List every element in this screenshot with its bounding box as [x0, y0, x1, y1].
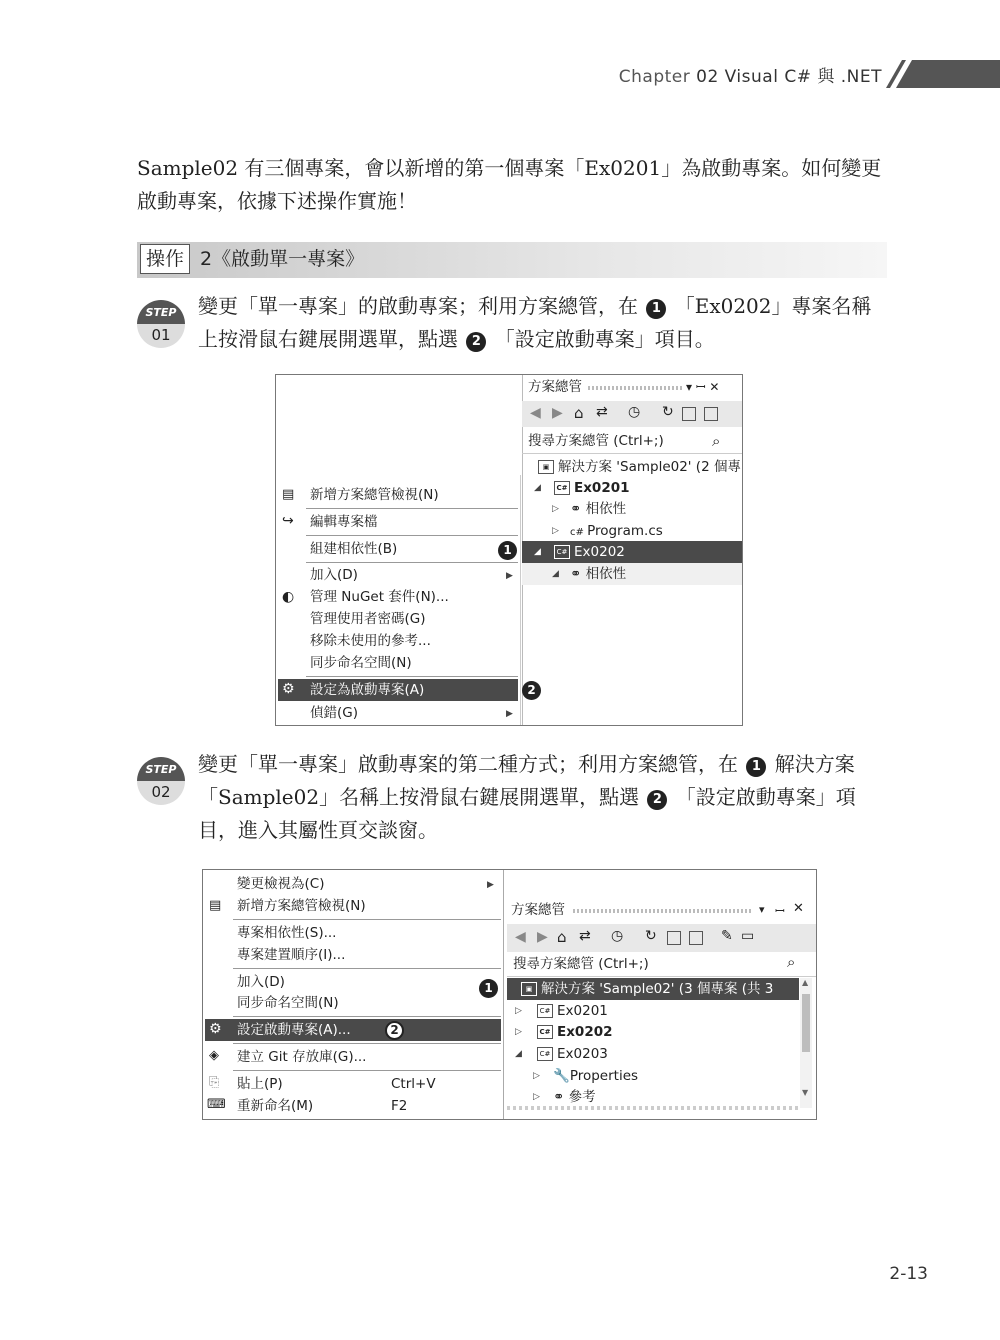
step-badge-top: STEP: [137, 757, 185, 781]
menu-new-view[interactable]: 新增方案總管檢視(N): [310, 487, 439, 503]
nuget-icon: ◐: [282, 589, 295, 605]
step-badge-number: 02: [137, 781, 185, 805]
menu-add[interactable]: 加入(D): [310, 567, 358, 583]
title-grip: [573, 909, 753, 913]
edit-icon: ↪: [282, 513, 294, 529]
step2-text: [198, 748, 888, 847]
refresh-icon[interactable]: ↻: [645, 928, 657, 944]
menu-set-startup[interactable]: 設定為啟動專案(A): [310, 682, 425, 698]
search-placeholder: 搜尋方案總管 (Ctrl+;): [528, 433, 664, 449]
callout-2: 2: [647, 790, 667, 810]
panel-title: 方案總管: [511, 902, 565, 918]
tree-solution[interactable]: [521, 978, 773, 1000]
toolbar: [507, 924, 816, 952]
wrench-icon: 🔧: [553, 1068, 570, 1084]
paste-icon: ⎘: [209, 1075, 220, 1090]
screenshot-1: [275, 374, 743, 726]
intro-paragraph: Sample02 有三個專案，會以新增的第一個專案「Ex0201」為啟動專案。如何變更啟動專案，依據下述操作實施！: [137, 156, 882, 213]
csproj-icon: C#: [554, 545, 570, 559]
step2-text-c: 「設定啟動專案」項目，進入其屬性頁交談窗。: [198, 785, 856, 842]
step-badge-02: [137, 757, 185, 805]
menu-user-secrets[interactable]: 管理使用者密碼(G): [310, 611, 426, 627]
menu-rename[interactable]: 重新命名(M): [237, 1098, 314, 1114]
deps-icon: ⚭: [570, 501, 586, 517]
callout-1: 1: [746, 757, 766, 777]
screenshot-2: [202, 869, 817, 1120]
properties-icon[interactable]: ✎: [721, 928, 733, 944]
step1-text: [198, 290, 888, 356]
menu-build-order[interactable]: 專案建置順序(I)...: [237, 947, 346, 963]
panel-title: 方案總管: [528, 379, 582, 395]
menu-new-view[interactable]: 新增方案總管檢視(N): [237, 898, 366, 914]
solution-icon: ▣: [521, 982, 537, 996]
csproj-icon: C#: [537, 1025, 553, 1039]
show-all-icon[interactable]: [689, 931, 703, 945]
csproj-icon: C#: [537, 1047, 553, 1061]
scroll-thumb[interactable]: [802, 994, 810, 1052]
title-grip: [588, 386, 683, 390]
menu-edit-proj[interactable]: 編輯專案檔: [310, 514, 378, 530]
menu-sync-ns[interactable]: 同步命名空間(N): [237, 995, 339, 1011]
deps2-label: 相依性: [585, 566, 627, 582]
refresh-icon[interactable]: ↻: [662, 404, 674, 420]
solution-icon: ▣: [538, 460, 554, 474]
csproj-icon: C#: [554, 481, 570, 495]
menu-sync-ns[interactable]: 同步命名空間(N): [310, 655, 412, 671]
menu-git-repo[interactable]: 建立 Git 存放庫(G)...: [237, 1049, 367, 1065]
forward-icon[interactable]: ▶: [537, 929, 548, 945]
tree-refs[interactable]: [553, 1086, 596, 1108]
tree-deps2[interactable]: [570, 563, 626, 585]
ex0203-label: Ex0203: [557, 1046, 608, 1062]
back-icon[interactable]: ◀: [530, 405, 541, 421]
menu-paste-shortcut: Ctrl+V: [391, 1076, 436, 1092]
expand-icon[interactable]: ◢: [552, 569, 559, 579]
step-badge-top: STEP: [137, 300, 185, 324]
pending-changes-icon[interactable]: ◷: [628, 404, 641, 420]
step1-text-b: 「Ex0202」專案名稱上按滑鼠右鍵展開選單，點選: [198, 294, 872, 351]
scroll-down-icon[interactable]: ▼: [802, 1088, 809, 1097]
chapter-header: [619, 62, 882, 87]
callout-2: 2: [522, 681, 541, 700]
submenu-arrow-icon: ▶: [506, 571, 513, 581]
ex0201-label: Ex0201: [557, 1003, 608, 1019]
search-icon[interactable]: ⌕: [787, 953, 796, 971]
menu-rename-shortcut: F2: [391, 1098, 408, 1114]
expand-icon[interactable]: ◢: [534, 547, 541, 557]
collapsed-icon[interactable]: ▷: [552, 504, 559, 514]
dropdown-icon[interactable]: ▾: [759, 903, 765, 916]
menu-build-deps[interactable]: 組建相依性(B): [310, 541, 398, 557]
git-icon: ◈: [209, 1048, 219, 1063]
expand-icon[interactable]: ◢: [515, 1049, 522, 1059]
home-icon[interactable]: ⌂: [557, 928, 567, 946]
tree-solution[interactable]: [538, 456, 741, 478]
scroll-up-icon[interactable]: ▲: [802, 978, 809, 987]
callout-1: 1: [646, 299, 666, 319]
chapter-title: 02 Visual C# 與 .NET: [696, 67, 882, 87]
bottom-edge: [507, 1106, 799, 1110]
refs-label: 參考: [568, 1089, 596, 1105]
operation-title: 2《啟動單一專案》: [200, 248, 365, 270]
rename-icon: ⌨: [207, 1097, 226, 1112]
menu-add[interactable]: 加入(D): [237, 974, 285, 990]
tree-program[interactable]: [570, 520, 663, 542]
ex0201-label: Ex0201: [574, 480, 630, 496]
menu-nuget[interactable]: 管理 NuGet 套件(N)...: [310, 589, 449, 605]
page-number: 2-13: [889, 1264, 928, 1284]
show-all-icon[interactable]: [704, 407, 718, 421]
new-view-icon: ▤: [209, 898, 222, 913]
back-icon[interactable]: ◀: [515, 929, 526, 945]
collapsed-icon[interactable]: ▷: [533, 1071, 540, 1081]
step-badge-number: 01: [137, 324, 185, 348]
menu-change-view[interactable]: 變更檢視為(C): [237, 876, 325, 892]
step1-text-c: 「設定啟動專案」項目。: [494, 327, 715, 351]
tree-ex0201[interactable]: [537, 1000, 608, 1022]
refs-icon: ⚭: [553, 1089, 569, 1105]
csfile-icon: c#: [570, 527, 588, 538]
header-stripe: [882, 60, 1000, 88]
menu-remove-refs[interactable]: 移除未使用的參考...: [310, 633, 431, 649]
tree-ex0202[interactable]: [554, 541, 625, 563]
sync-icon[interactable]: ⇄: [596, 404, 608, 420]
menu-debug[interactable]: 偵錯(G): [310, 705, 358, 721]
sync-icon[interactable]: ⇄: [579, 928, 591, 944]
gear-icon: ⚙: [209, 1021, 222, 1037]
search-icon[interactable]: ⌕: [712, 432, 721, 450]
callout-2: 2: [385, 1021, 404, 1040]
menu-set-startup[interactable]: 設定啟動專案(A)...: [237, 1022, 351, 1038]
menu-proj-deps[interactable]: 專案相依性(S)...: [237, 925, 337, 941]
deps1-label: 相依性: [585, 501, 627, 517]
collapse-icon[interactable]: [682, 407, 696, 421]
step1-text-a: 變更「單一專案」的啟動專案；利用方案總管，在: [198, 294, 638, 318]
collapse-icon[interactable]: [667, 931, 681, 945]
csproj-icon: C#: [537, 1004, 553, 1018]
home-icon[interactable]: ⌂: [574, 404, 584, 422]
chapter-word: Chapter: [618, 67, 691, 87]
expand-icon[interactable]: ◢: [534, 483, 541, 493]
step2-text-b: 解決方案「Sample02」名稱上按滑鼠右鍵展開選單，點選: [198, 752, 855, 809]
tree-properties[interactable]: [553, 1065, 638, 1087]
pin-icon[interactable]: ꟷ: [775, 904, 785, 918]
preview-icon[interactable]: ▭: [741, 928, 755, 944]
submenu-arrow-icon: ▶: [487, 880, 494, 890]
tree-ex0202[interactable]: [537, 1021, 613, 1043]
callout-1: 1: [479, 979, 498, 998]
ex0202-label: Ex0202: [557, 1024, 613, 1040]
deps-icon: ⚭: [570, 566, 586, 582]
callout-1: 1: [498, 541, 517, 560]
gear-icon: ⚙: [282, 681, 295, 697]
tree-deps1[interactable]: [570, 498, 626, 520]
pending-changes-icon[interactable]: ◷: [611, 928, 624, 944]
solution-label: 解決方案 'Sample02' (3 個專案 (共 3: [541, 981, 774, 997]
tree-ex0203[interactable]: [537, 1043, 608, 1065]
search-placeholder: 搜尋方案總管 (Ctrl+;): [513, 956, 649, 972]
panel-pin-close[interactable]: ▾ ꟷ ✕: [686, 380, 720, 394]
step2-text-a: 變更「單一專案」啟動專案的第二種方式；利用方案總管，在: [198, 752, 738, 776]
forward-icon[interactable]: ▶: [552, 405, 563, 421]
collapsed-icon[interactable]: ▷: [552, 526, 559, 536]
close-icon[interactable]: ✕: [793, 901, 804, 916]
solution-label: 解決方案 'Sample02' (2 個專: [558, 459, 741, 475]
new-view-icon: ▤: [282, 487, 295, 502]
collapsed-icon[interactable]: ▷: [533, 1092, 540, 1102]
properties-label: Properties: [569, 1068, 639, 1084]
menu-paste[interactable]: 貼上(P): [237, 1076, 283, 1092]
tree-ex0201[interactable]: [554, 477, 630, 499]
collapsed-icon[interactable]: ▷: [515, 1027, 522, 1037]
operation-label: 操作: [140, 244, 190, 274]
collapsed-icon[interactable]: ▷: [515, 1006, 522, 1016]
ex0202-label: Ex0202: [574, 544, 625, 560]
submenu-arrow-icon: ▶: [506, 709, 513, 719]
program-label: Program.cs: [587, 523, 663, 539]
callout-2: 2: [466, 332, 486, 352]
step-badge-01: [137, 300, 185, 348]
